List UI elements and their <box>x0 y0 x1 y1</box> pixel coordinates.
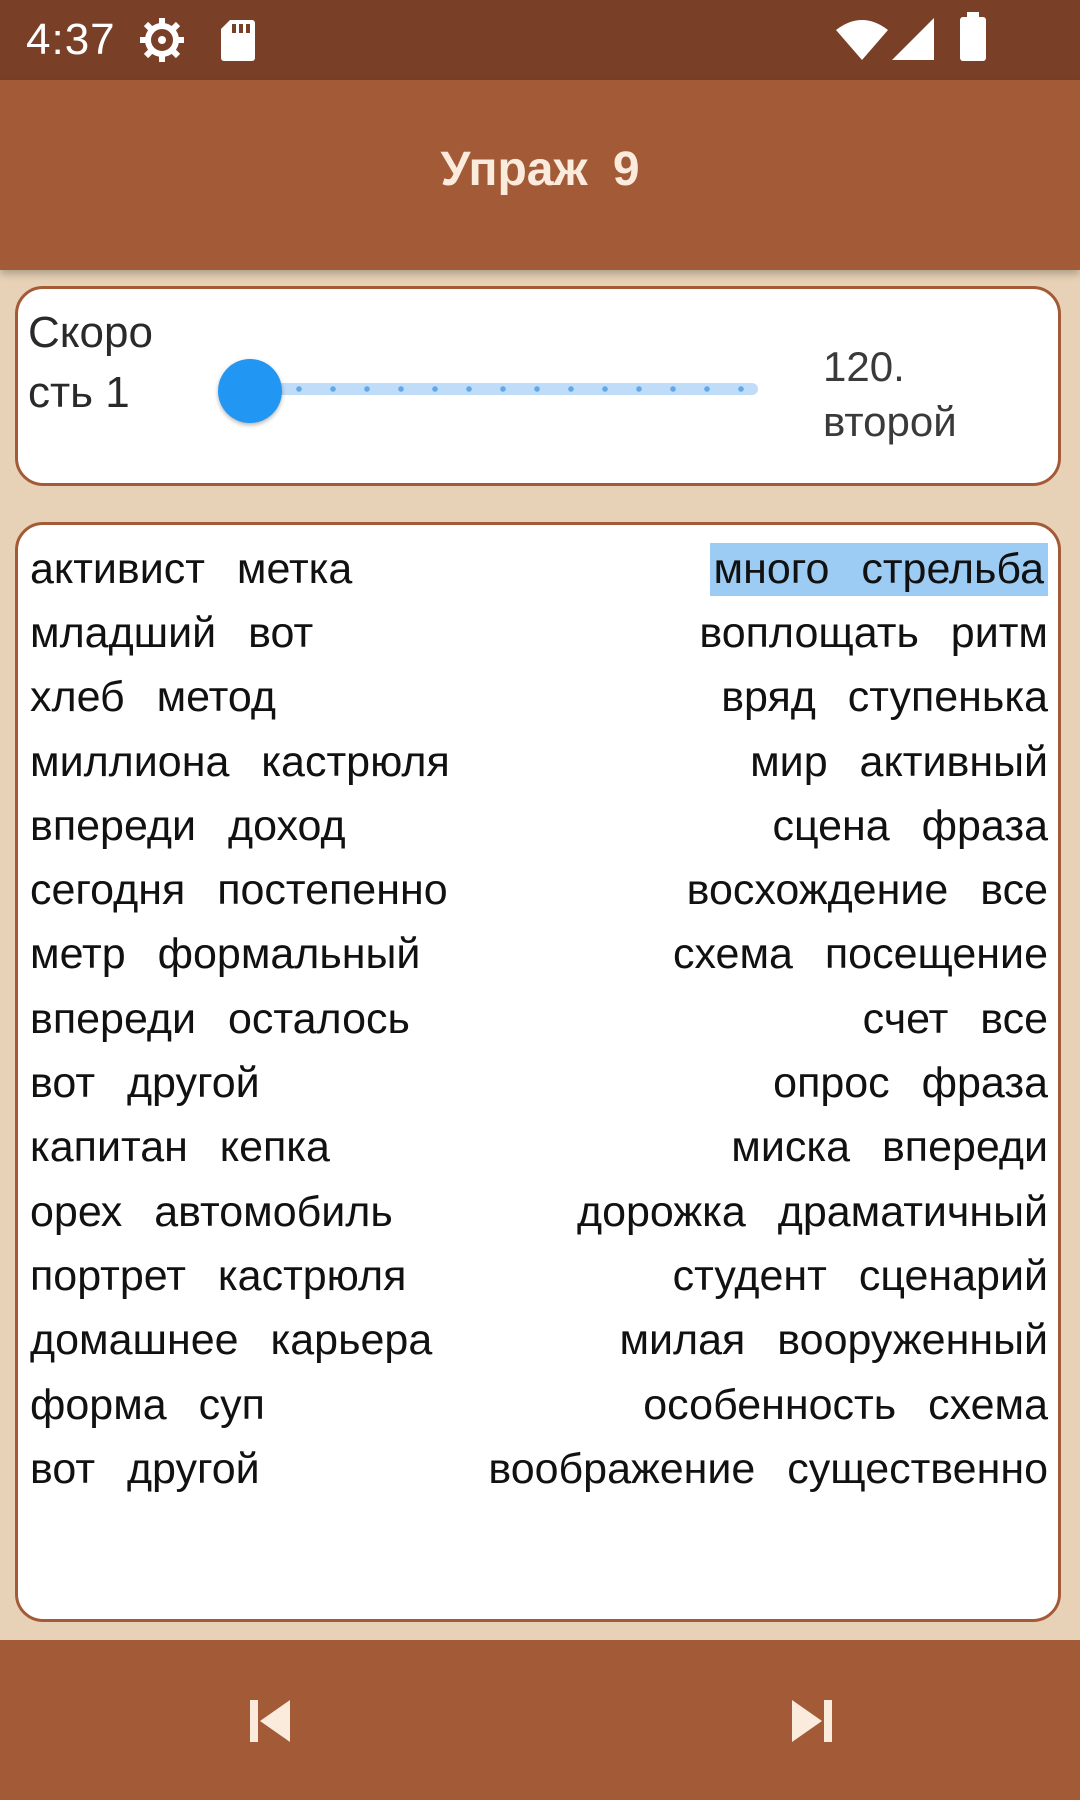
word-pair-right: опрос фраза <box>773 1059 1048 1108</box>
words-card <box>15 522 1061 1622</box>
word-row <box>30 730 1048 794</box>
word-row <box>30 794 1048 858</box>
word-pair-left: миллиона кастрюля <box>30 737 450 786</box>
sd-card-icon <box>218 16 258 69</box>
word-pair-left: вот другой <box>30 1444 260 1493</box>
word-pair-left: метр формальный <box>30 930 421 979</box>
next-button[interactable] <box>766 1678 856 1768</box>
word-pair-left: хлеб метод <box>30 673 276 722</box>
speed-label: Скорость 1 <box>28 308 153 417</box>
app-bar <box>0 80 1080 270</box>
word-pair-right: вряд ступенька <box>721 673 1048 722</box>
settings-icon <box>138 16 186 69</box>
word-pair-left: домашнее карьера <box>30 1316 433 1365</box>
word-pair-right: счет все <box>862 994 1048 1043</box>
skip-previous-icon <box>246 1698 296 1749</box>
word-pair-right: восхождение все <box>686 866 1048 915</box>
word-pair-right: милая вооруженный <box>619 1316 1048 1365</box>
word-pair-left: активист метка <box>30 544 353 593</box>
word-pair-left: младший вот <box>30 608 314 657</box>
word-row <box>30 858 1048 922</box>
word-row <box>30 1051 1048 1115</box>
word-pair-left: капитан кепка <box>30 1123 330 1172</box>
signal-icon <box>890 16 936 67</box>
wifi-icon <box>834 18 890 67</box>
word-row <box>30 1180 1048 1244</box>
page-title: Упраж 9 <box>440 143 640 196</box>
word-pair-right-highlighted: много стрельба <box>710 543 1048 596</box>
speed-control-card <box>15 286 1061 486</box>
word-row <box>30 666 1048 730</box>
word-pair-left: впереди осталось <box>30 994 410 1043</box>
word-row <box>30 923 1048 987</box>
previous-button[interactable] <box>226 1678 316 1768</box>
word-pair-right: студент сценарий <box>672 1251 1048 1300</box>
bottom-nav-bar <box>0 1640 1080 1800</box>
word-pair-right: схема посещение <box>673 930 1048 979</box>
word-row <box>30 1309 1048 1373</box>
word-pair-right: мир активный <box>750 737 1048 786</box>
word-pair-right: дорожка драматичный <box>577 1187 1048 1236</box>
word-row <box>30 537 1048 601</box>
speed-slider[interactable] <box>218 359 758 419</box>
word-row <box>30 1437 1048 1501</box>
word-row <box>30 601 1048 665</box>
word-row <box>30 1116 1048 1180</box>
word-pair-left: вот другой <box>30 1059 260 1108</box>
word-row <box>30 1373 1048 1437</box>
word-pair-right: воображение существенно <box>488 1444 1048 1493</box>
word-pair-left: портрет кастрюля <box>30 1251 407 1300</box>
word-row <box>30 1244 1048 1308</box>
word-grid <box>30 537 1048 1501</box>
word-pair-left: орех автомобиль <box>30 1187 393 1236</box>
word-pair-left: сегодня постепенно <box>30 866 448 915</box>
word-pair-right: сцена фраза <box>772 801 1048 850</box>
word-pair-right: воплощать ритм <box>699 608 1048 657</box>
word-pair-left: форма суп <box>30 1380 265 1429</box>
slider-tick-marks <box>248 386 758 392</box>
word-pair-right: миска впереди <box>731 1123 1048 1172</box>
battery-icon <box>958 12 988 67</box>
word-pair-right: особенность схема <box>643 1380 1048 1429</box>
status-time: 4:37 <box>26 15 116 64</box>
word-pair-left: впереди доход <box>30 801 346 850</box>
speed-value: 120. второй <box>823 343 957 445</box>
word-row <box>30 987 1048 1051</box>
slider-thumb[interactable] <box>218 359 282 423</box>
skip-next-icon <box>786 1698 836 1749</box>
status-bar <box>0 0 1080 80</box>
